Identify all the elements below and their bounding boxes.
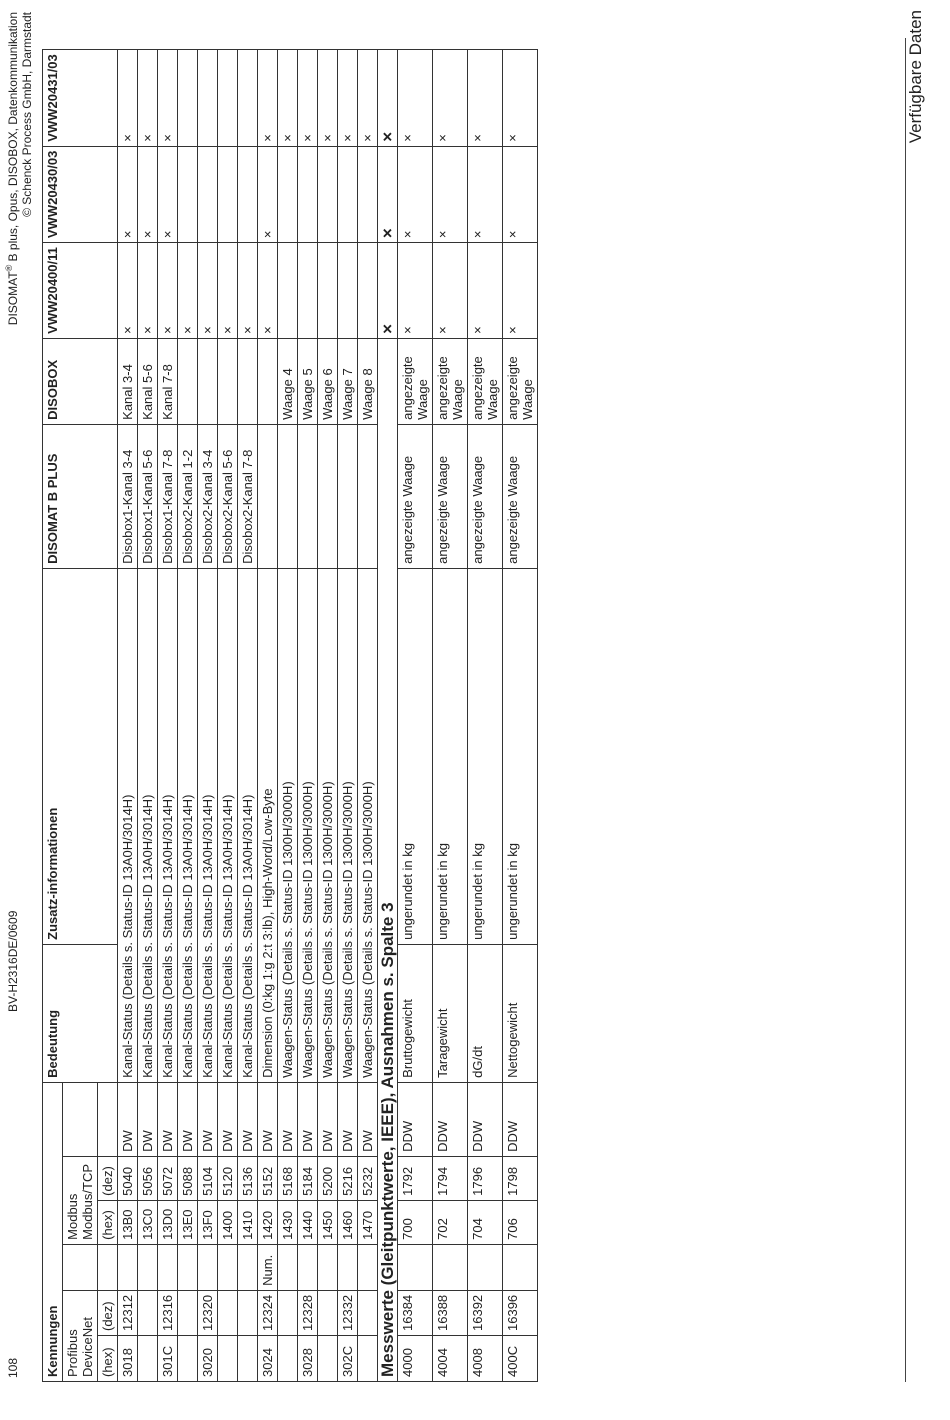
disobox-cell: Waage 6 (318, 338, 338, 424)
meaning-cell: Nettogewicht (503, 944, 538, 1082)
meaning-cell: Kanal-Status (Details s. Status-ID 13A0H/3014H) (218, 568, 238, 1082)
profibus-dez-cell: 16396 (503, 1290, 538, 1335)
type-cell: DDW (503, 1082, 538, 1156)
modbus-hex-cell: 1420 (258, 1200, 278, 1244)
header-spacer (63, 1082, 98, 1156)
profibus-dez-cell: 16388 (433, 1290, 468, 1335)
section-title: Messwerte (Gleitpunktwerte, IEEE), Ausnahmen s. Spalte 3 (378, 338, 398, 1381)
header-vww20430: VWW20430/03 (43, 146, 118, 242)
meaning-cell: Waagen-Status (Details s. Status-ID 1300H/3000H) (338, 568, 358, 1082)
meaning-cell: Kanal-Status (Details s. Status-ID 13A0H/3014H) (178, 568, 198, 1082)
modbus-hex-cell: 706 (503, 1200, 538, 1244)
type-cell: DW (358, 1082, 378, 1156)
disomat-cell: angezeigte Waage (468, 424, 503, 568)
profibus-hex-cell (138, 1336, 158, 1382)
modbus-dez-cell: 1796 (468, 1156, 503, 1200)
vww20430-cell (218, 146, 238, 242)
profibus-hex-cell: 301C (158, 1336, 178, 1382)
meaning-cell: Kanal-Status (Details s. Status-ID 13A0H/3014H) (198, 568, 218, 1082)
vww20430-cell: × (398, 146, 433, 242)
header-modbus-hex: (hex) (98, 1200, 118, 1244)
modbus-dez-cell: 5200 (318, 1156, 338, 1200)
vww20400-cell: × (503, 243, 538, 339)
meaning-cell: Taragewicht (433, 944, 468, 1082)
vww20400-cell: × (433, 243, 468, 339)
vww20400-cell: × (398, 243, 433, 339)
vww20430-cell: × (433, 146, 468, 242)
vww20430-cell (178, 146, 198, 242)
vww20400-cell: × (178, 243, 198, 339)
table-row (118, 50, 138, 1382)
type-cell: DW (278, 1082, 298, 1156)
type-cell: DW (218, 1082, 238, 1156)
meaning-cell: dG/dt (468, 944, 503, 1082)
vww20431-cell: × (468, 50, 503, 146)
header-profibus-dez: (dez) (98, 1290, 118, 1335)
table-row (218, 50, 238, 1382)
section-mark-vww20430: × (378, 146, 398, 242)
meaning-cell: Waagen-Status (Details s. Status-ID 1300H/3000H) (278, 568, 298, 1082)
modbus-dez-cell: 1798 (503, 1156, 538, 1200)
modbus-dez-cell: 5152 (258, 1156, 278, 1200)
profibus-hex-cell (238, 1336, 258, 1382)
disomat-cell: angezeigte Waage (503, 424, 538, 568)
profibus-hex-cell: 3028 (298, 1336, 318, 1382)
header-vww20431: VWW20431/03 (43, 50, 118, 146)
vww20431-cell: × (138, 50, 158, 146)
disomat-cell (278, 424, 298, 568)
modbus-hex-cell: 704 (468, 1200, 503, 1244)
vww20431-cell (178, 50, 198, 146)
profibus-hex-cell (278, 1336, 298, 1382)
disomat-cell: Disobox1-Kanal 7-8 (158, 424, 178, 568)
profibus-hex-cell: 3020 (198, 1336, 218, 1382)
disomat-cell (318, 424, 338, 568)
disobox-cell: Waage 4 (278, 338, 298, 424)
meaning-cell: Waagen-Status (Details s. Status-ID 1300H/3000H) (358, 568, 378, 1082)
disobox-cell: angezeigte Waage (433, 338, 468, 424)
modbus-dez-cell: 5072 (158, 1156, 178, 1200)
disobox-cell: Kanal 3-4 (118, 338, 138, 424)
vww20431-cell: × (398, 50, 433, 146)
num-cell (298, 1244, 318, 1290)
vww20430-cell: × (258, 146, 278, 242)
type-cell: DW (198, 1082, 218, 1156)
vww20431-cell: × (503, 50, 538, 146)
type-cell: DDW (398, 1082, 433, 1156)
num-cell (358, 1244, 378, 1290)
section-row (378, 50, 398, 1382)
profibus-hex-cell: 400C (503, 1336, 538, 1382)
modbus-hex-cell: 1400 (218, 1200, 238, 1244)
vww20430-cell (338, 146, 358, 242)
vww20400-cell: × (198, 243, 218, 339)
num-cell (468, 1244, 503, 1290)
profibus-dez-cell (278, 1290, 298, 1335)
meaning-cell: Kanal-Status (Details s. Status-ID 13A0H/3014H) (158, 568, 178, 1082)
modbus-dez-cell: 5104 (198, 1156, 218, 1200)
num-cell (433, 1244, 468, 1290)
vww20430-cell (198, 146, 218, 242)
modbus-dez-cell: 5136 (238, 1156, 258, 1200)
header-profibus-hex: (hex) (98, 1336, 118, 1382)
header-spacer (63, 1244, 98, 1290)
modbus-hex-cell: 1410 (238, 1200, 258, 1244)
num-cell (503, 1244, 538, 1290)
footer-brand (2, 12, 34, 325)
meaning-cell: Kanal-Status (Details s. Status-ID 13A0H/3014H) (138, 568, 158, 1082)
disomat-cell: Disobox2-Kanal 7-8 (238, 424, 258, 568)
vww20430-cell: × (468, 146, 503, 242)
vww20400-cell (298, 243, 318, 339)
modbus-dez-cell: 1792 (398, 1156, 433, 1200)
meaning-cell: Waagen-Status (Details s. Status-ID 1300H/3000H) (298, 568, 318, 1082)
type-cell: DW (238, 1082, 258, 1156)
disomat-cell (298, 424, 318, 568)
vww20431-cell (218, 50, 238, 146)
header-modbus: Modbus Modbus/TCP (63, 1156, 98, 1244)
vww20430-cell (298, 146, 318, 242)
modbus-hex-cell: 1440 (298, 1200, 318, 1244)
footer-page-number: 108 (6, 1357, 20, 1378)
header-disomat: DISOMAT B PLUS (43, 424, 118, 568)
vww20430-cell (238, 146, 258, 242)
vww20431-cell: × (338, 50, 358, 146)
disobox-cell: Waage 8 (358, 338, 378, 424)
num-cell (398, 1244, 433, 1290)
vww20400-cell: × (118, 243, 138, 339)
footer-copyright: © Schenck Process GmbH, Darmstadt (20, 12, 34, 217)
disobox-cell: Waage 7 (338, 338, 358, 424)
vww20400-cell (338, 243, 358, 339)
modbus-dez-cell: 1794 (433, 1156, 468, 1200)
footer-brand-reg: ® (4, 264, 14, 272)
table-row (468, 50, 503, 1382)
modbus-hex-cell: 13E0 (178, 1200, 198, 1244)
header-zusatz: Zusatz-informationen (43, 568, 118, 944)
modbus-dez-cell: 5120 (218, 1156, 238, 1200)
disomat-cell: Disobox1-Kanal 5-6 (138, 424, 158, 568)
disomat-cell (358, 424, 378, 568)
disobox-cell (238, 338, 258, 424)
vww20400-cell: × (158, 243, 178, 339)
profibus-dez-cell: 12320 (198, 1290, 218, 1335)
modbus-dez-cell: 5056 (138, 1156, 158, 1200)
extra-info-cell: ungerundet in kg (398, 568, 433, 944)
profibus-dez-cell (358, 1290, 378, 1335)
modbus-hex-cell: 702 (433, 1200, 468, 1244)
vww20431-cell: × (433, 50, 468, 146)
disobox-cell: angezeigte Waage (503, 338, 538, 424)
type-cell: DW (138, 1082, 158, 1156)
modbus-hex-cell: 1460 (338, 1200, 358, 1244)
type-cell: DDW (468, 1082, 503, 1156)
extra-info-cell: ungerundet in kg (468, 568, 503, 944)
table-row (358, 50, 378, 1382)
disomat-cell: Disobox1-Kanal 3-4 (118, 424, 138, 568)
modbus-dez-cell: 5088 (178, 1156, 198, 1200)
num-cell (218, 1244, 238, 1290)
footer-brand-name: DISOMAT (6, 271, 20, 326)
vww20431-cell: × (258, 50, 278, 146)
footer-doc-id: BV-H2316DE/0609 (6, 910, 20, 1012)
meaning-cell: Kanal-Status (Details s. Status-ID 13A0H/3014H) (118, 568, 138, 1082)
header-row (43, 50, 63, 1382)
extra-info-cell: ungerundet in kg (503, 568, 538, 944)
table-row (138, 50, 158, 1382)
num-cell (178, 1244, 198, 1290)
num-cell (318, 1244, 338, 1290)
disobox-cell: Kanal 7-8 (158, 338, 178, 424)
vww20430-cell (278, 146, 298, 242)
vww20431-cell (238, 50, 258, 146)
vww20400-cell (278, 243, 298, 339)
vww20431-cell: × (278, 50, 298, 146)
disomat-cell: Disobox2-Kanal 3-4 (198, 424, 218, 568)
meaning-cell: Dimension (0:kg 1:g 2:t 3:lb), High-Word/Low-Byte (258, 568, 278, 1082)
table-row (298, 50, 318, 1382)
vww20400-cell: × (138, 243, 158, 339)
meaning-cell: Waagen-Status (Details s. Status-ID 1300H/3000H) (318, 568, 338, 1082)
disobox-cell (178, 338, 198, 424)
table-row (158, 50, 178, 1382)
type-cell: DDW (433, 1082, 468, 1156)
disomat-cell: angezeigte Waage (398, 424, 433, 568)
disomat-cell: angezeigte Waage (433, 424, 468, 568)
modbus-hex-cell: 13B0 (118, 1200, 138, 1244)
modbus-dez-cell: 5040 (118, 1156, 138, 1200)
disomat-cell: Disobox2-Kanal 1-2 (178, 424, 198, 568)
header-spacer (98, 1244, 118, 1290)
type-cell: DW (258, 1082, 278, 1156)
disobox-cell: angezeigte Waage (398, 338, 433, 424)
profibus-dez-cell: 12312 (118, 1290, 138, 1335)
table-row (278, 50, 298, 1382)
modbus-hex-cell: 1470 (358, 1200, 378, 1244)
modbus-dez-cell: 5168 (278, 1156, 298, 1200)
type-cell: DW (178, 1082, 198, 1156)
vww20400-cell (318, 243, 338, 339)
data-table (42, 49, 538, 1382)
modbus-hex-cell: 1450 (318, 1200, 338, 1244)
type-cell: DW (298, 1082, 318, 1156)
disomat-cell (338, 424, 358, 568)
num-cell: Num. (258, 1244, 278, 1290)
disobox-cell: Waage 5 (298, 338, 318, 424)
header-modbus-dez: (dez) (98, 1156, 118, 1200)
disobox-cell (198, 338, 218, 424)
profibus-hex-cell: 3018 (118, 1336, 138, 1382)
vww20400-cell: × (238, 243, 258, 339)
vww20430-cell: × (118, 146, 138, 242)
section-mark-vww20431: × (378, 50, 398, 146)
vww20400-cell: × (468, 243, 503, 339)
disomat-cell: Disobox2-Kanal 5-6 (218, 424, 238, 568)
disobox-cell: Kanal 5-6 (138, 338, 158, 424)
profibus-dez-cell: 16392 (468, 1290, 503, 1335)
profibus-hex-cell: 4000 (398, 1336, 433, 1382)
num-cell (158, 1244, 178, 1290)
num-cell (338, 1244, 358, 1290)
num-cell (118, 1244, 138, 1290)
type-cell: DW (158, 1082, 178, 1156)
disobox-cell (258, 338, 278, 424)
vww20430-cell: × (158, 146, 178, 242)
modbus-hex-cell: 1430 (278, 1200, 298, 1244)
table-row (503, 50, 538, 1382)
profibus-dez-cell (218, 1290, 238, 1335)
vww20430-cell (318, 146, 338, 242)
vww20430-cell: × (503, 146, 538, 242)
vww20431-cell (198, 50, 218, 146)
num-cell (138, 1244, 158, 1290)
type-cell: DW (338, 1082, 358, 1156)
vww20430-cell: × (138, 146, 158, 242)
profibus-dez-cell: 12328 (298, 1290, 318, 1335)
modbus-hex-cell: 13F0 (198, 1200, 218, 1244)
num-cell (198, 1244, 218, 1290)
disomat-cell (258, 424, 278, 568)
type-cell: DW (118, 1082, 138, 1156)
table-row (258, 50, 278, 1382)
profibus-dez-cell: 16384 (398, 1290, 433, 1335)
header-kennungen: Kennungen (43, 1082, 63, 1381)
disobox-cell (218, 338, 238, 424)
modbus-dez-cell: 5184 (298, 1156, 318, 1200)
table-row (238, 50, 258, 1382)
modbus-hex-cell: 700 (398, 1200, 433, 1244)
profibus-hex-cell: 4008 (468, 1336, 503, 1382)
header-profibus: Profibus DeviceNet (63, 1290, 98, 1381)
profibus-dez-cell (178, 1290, 198, 1335)
profibus-dez-cell: 12324 (258, 1290, 278, 1335)
meaning-cell: Bruttogewicht (398, 944, 433, 1082)
vww20400-cell (358, 243, 378, 339)
table-row (318, 50, 338, 1382)
num-cell (238, 1244, 258, 1290)
profibus-hex-cell (178, 1336, 198, 1382)
vww20400-cell: × (258, 243, 278, 339)
profibus-dez-cell: 12332 (338, 1290, 358, 1335)
header-bedeutung: Bedeutung (43, 944, 118, 1082)
table-row (433, 50, 468, 1382)
vww20431-cell: × (158, 50, 178, 146)
header-rule (905, 38, 906, 1382)
vww20400-cell: × (218, 243, 238, 339)
type-cell: DW (318, 1082, 338, 1156)
disobox-cell: angezeigte Waage (468, 338, 503, 424)
table-row (198, 50, 218, 1382)
vww20431-cell: × (358, 50, 378, 146)
vww20430-cell (358, 146, 378, 242)
vww20431-cell: × (318, 50, 338, 146)
vww20431-cell: × (298, 50, 318, 146)
header-disobox: DISOBOX (43, 338, 118, 424)
modbus-dez-cell: 5216 (338, 1156, 358, 1200)
profibus-dez-cell (238, 1290, 258, 1335)
profibus-hex-cell: 4004 (433, 1336, 468, 1382)
num-cell (278, 1244, 298, 1290)
table-row (178, 50, 198, 1382)
profibus-hex-cell (218, 1336, 238, 1382)
profibus-dez-cell: 12316 (158, 1290, 178, 1335)
page-header-title: Verfügbare Daten (906, 10, 925, 144)
profibus-hex-cell: 302C (338, 1336, 358, 1382)
extra-info-cell: ungerundet in kg (433, 568, 468, 944)
modbus-hex-cell: 13C0 (138, 1200, 158, 1244)
meaning-cell: Kanal-Status (Details s. Status-ID 13A0H/3014H) (238, 568, 258, 1082)
table-row (338, 50, 358, 1382)
modbus-hex-cell: 13D0 (158, 1200, 178, 1244)
footer-brand-products: B plus, Opus, DISOBOX, Datenkommunikation (6, 12, 20, 265)
header-vww20400: VWW20400/11 (43, 243, 118, 339)
profibus-hex-cell (318, 1336, 338, 1382)
profibus-dez-cell (138, 1290, 158, 1335)
vww20431-cell: × (118, 50, 138, 146)
profibus-hex-cell: 3024 (258, 1336, 278, 1382)
section-mark-vww20400: × (378, 243, 398, 339)
profibus-dez-cell (318, 1290, 338, 1335)
profibus-hex-cell (358, 1336, 378, 1382)
table-row (398, 50, 433, 1382)
modbus-dez-cell: 5232 (358, 1156, 378, 1200)
header-spacer (98, 1082, 118, 1156)
